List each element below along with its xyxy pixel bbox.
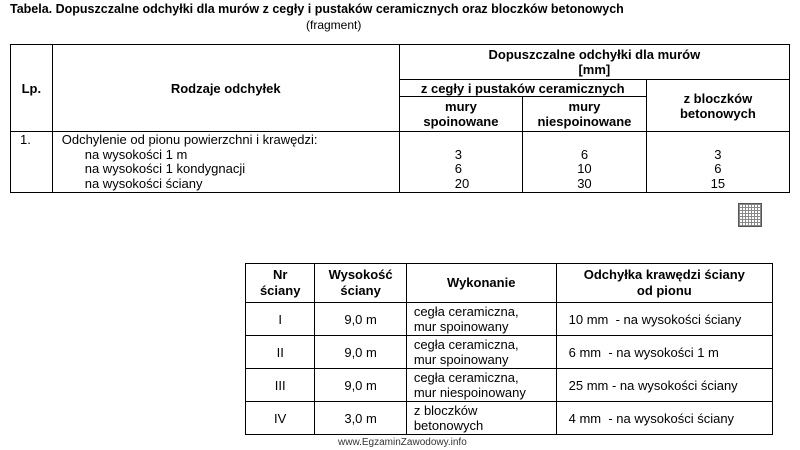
table-row xyxy=(246,369,773,402)
walls-table xyxy=(245,263,773,435)
cell-wykonanie: cegła ceramiczna, mur niespoinowany xyxy=(406,369,556,402)
table-row xyxy=(11,132,790,193)
cell-wykonanie: cegła ceramiczna, mur spoinowany xyxy=(406,336,556,369)
qr-code-icon xyxy=(738,203,762,227)
header-nr: Nr ściany xyxy=(246,264,315,303)
header-bloczki: z bloczków betonowych xyxy=(646,80,789,132)
values-spoinowane: 3 6 20 xyxy=(399,132,522,193)
cell-nr: IV xyxy=(246,402,315,435)
header-dopuszczalne: Dopuszczalne odchyłki dla murów [mm] xyxy=(399,45,789,80)
cell-nr: II xyxy=(246,336,315,369)
document-subtitle: (fragment) xyxy=(306,18,362,32)
header-wykonanie: Wykonanie xyxy=(406,264,556,303)
table-row xyxy=(246,336,773,369)
table-row xyxy=(246,402,773,435)
cell-wysokosc: 9,0 m xyxy=(315,369,406,402)
cell-odchylka: 4 mm - na wysokości ściany xyxy=(556,402,772,435)
item-label: na wysokości 1 kondygnacji xyxy=(84,161,246,176)
cell-wykonanie: z bloczków betonowych xyxy=(406,402,556,435)
document-title: Tabela. Dopuszczalne odchyłki dla murów z cegły i pustaków ceramicznych oraz bloczków betonowych xyxy=(10,2,624,16)
header-lp: Lp. xyxy=(11,45,53,132)
cell-wysokosc: 3,0 m xyxy=(315,402,406,435)
header-rodzaje: Rodzaje odchyłek xyxy=(52,45,399,132)
cell-wysokosc: 9,0 m xyxy=(315,303,406,336)
table-row xyxy=(246,303,773,336)
tolerance-table xyxy=(10,44,790,193)
watermark: www.EgzaminZawodowy.info xyxy=(338,437,467,448)
cell-odchylka: 10 mm - na wysokości ściany xyxy=(556,303,772,336)
cell-wysokosc: 9,0 m xyxy=(315,336,406,369)
header-wysokosc: Wysokość ściany xyxy=(315,264,406,303)
header-odchylka: Odchyłka krawędzi ściany od pionu xyxy=(556,264,772,303)
values-bloczki: 3 6 15 xyxy=(646,132,789,193)
cell-odchylka: 6 mm - na wysokości 1 m xyxy=(556,336,772,369)
item-label: na wysokości 1 m xyxy=(84,146,188,162)
item-label: na wysokości ściany xyxy=(84,175,203,191)
cell-nr: III xyxy=(246,369,315,402)
row-lp: 1. xyxy=(11,132,53,193)
header-spoinowane: mury spoinowane xyxy=(399,97,522,132)
values-niespoinowane: 6 10 30 xyxy=(523,132,647,193)
cell-nr: I xyxy=(246,303,315,336)
header-niespoinowane: mury niespoinowane xyxy=(523,97,647,132)
header-cegla: z cegły i pustaków ceramicznych xyxy=(399,80,646,97)
cell-odchylka: 25 mm - na wysokości ściany xyxy=(556,369,772,402)
row-description: Odchylenie od pionu powierzchni i krawędzi: na wysokości 1 m na wysokości 1 kondygnacji na wysokości ściany xyxy=(52,132,399,193)
cell-wykonanie: cegła ceramiczna, mur spoinowany xyxy=(406,303,556,336)
